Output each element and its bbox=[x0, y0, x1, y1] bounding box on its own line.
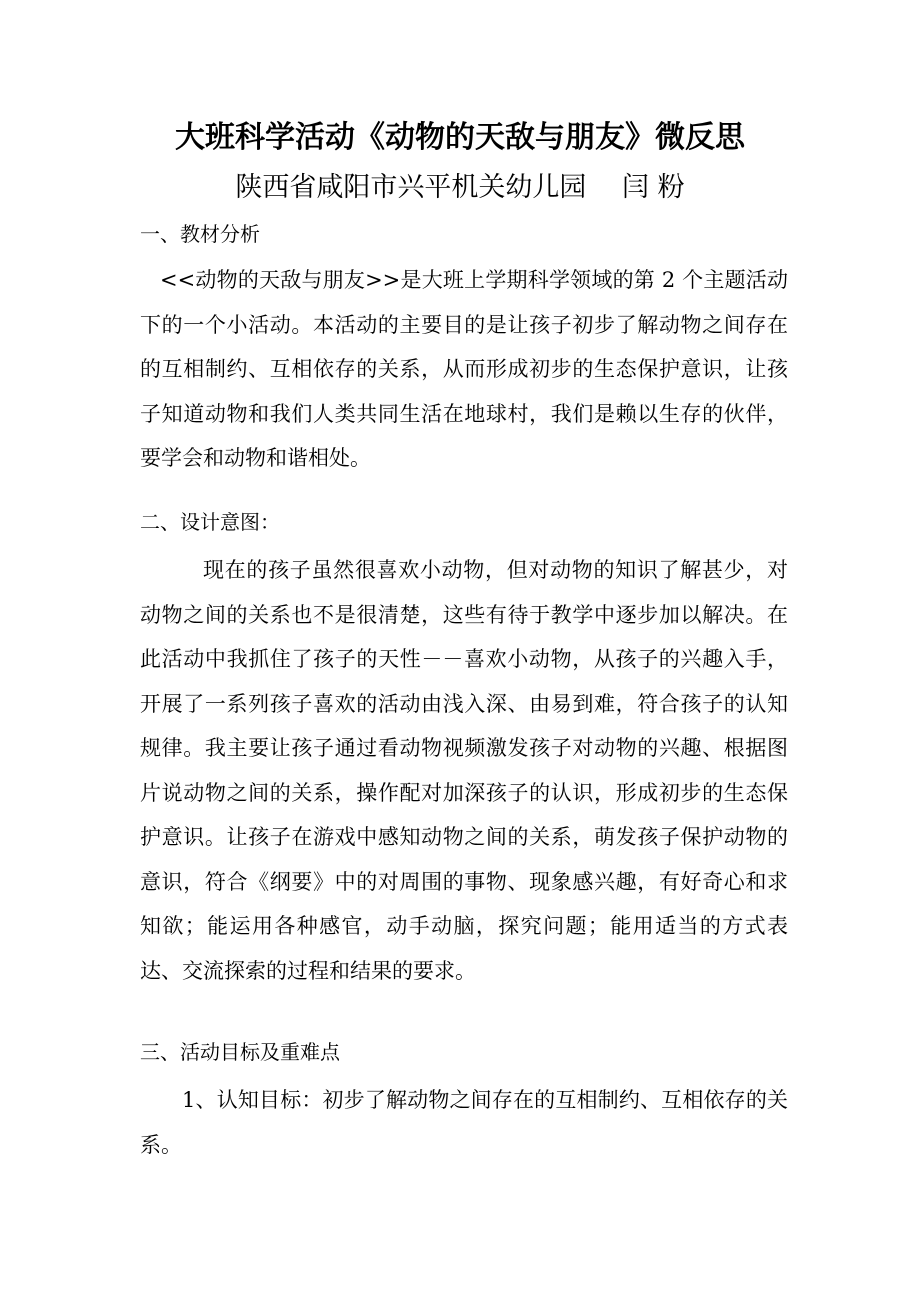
section-heading-1: 一、教材分析 bbox=[140, 222, 260, 246]
section-heading-3: 三、活动目标及重难点 bbox=[140, 1040, 340, 1064]
paragraph-text: 1、认知目标：初步了解动物之间存在的互相制约、互相依存的关系。 bbox=[140, 1088, 788, 1157]
section-paragraph-1 bbox=[140, 258, 788, 481]
document-title: 大班科学活动《动物的天敌与朋友》微反思 bbox=[175, 120, 745, 155]
paragraph-text: 现在的孩子虽然很喜欢小动物，但对动物的知识了解甚少，对动物之间的关系也不是很清楚，这些有待于教学中逐步加以解决。在此活动中我抓住了孩子的天性－－喜欢小动物，从孩子的兴趣入手，开展了一系列孩子喜欢的活动由浅入深、由易到难，符合孩子的认知规律。我主要让孩子通过看动物视频激发孩子对动物的兴趣、根据图片说动物之间的关系，操作配对加深孩子的认识，形成初步的生态保护意识。让孩子在游戏中感知动物之间的关系，萌发孩子保护动物的意识，符合《纲要》中的对周围的事物、现象感兴趣，有好奇心和求知欲；能运用各种感官，动手动脑，探究问题；能用适当的方式表达、交流探索的过程和结果的要求。 bbox=[140, 558, 788, 983]
document-subtitle: 陕西省咸阳市兴平机关幼儿园 闫 粉 bbox=[235, 172, 685, 203]
section-paragraph-2 bbox=[140, 548, 788, 993]
section-paragraph-3 bbox=[140, 1078, 788, 1167]
paragraph-text: <<动物的天敌与朋友>>是大班上学期科学领域的第 2 个主题活动下的一个小活动。本活动的主要目的是让孩子初步了解动物之间存在的互相制约、互相依存的关系，从而形成初步的生态保护意识，让孩子知道动物和我们人类共同生活在地球村，我们是赖以生存的伙伴，要学会和动物和谐相处。 bbox=[140, 268, 788, 470]
section-heading-2: 二、设计意图： bbox=[140, 510, 280, 534]
